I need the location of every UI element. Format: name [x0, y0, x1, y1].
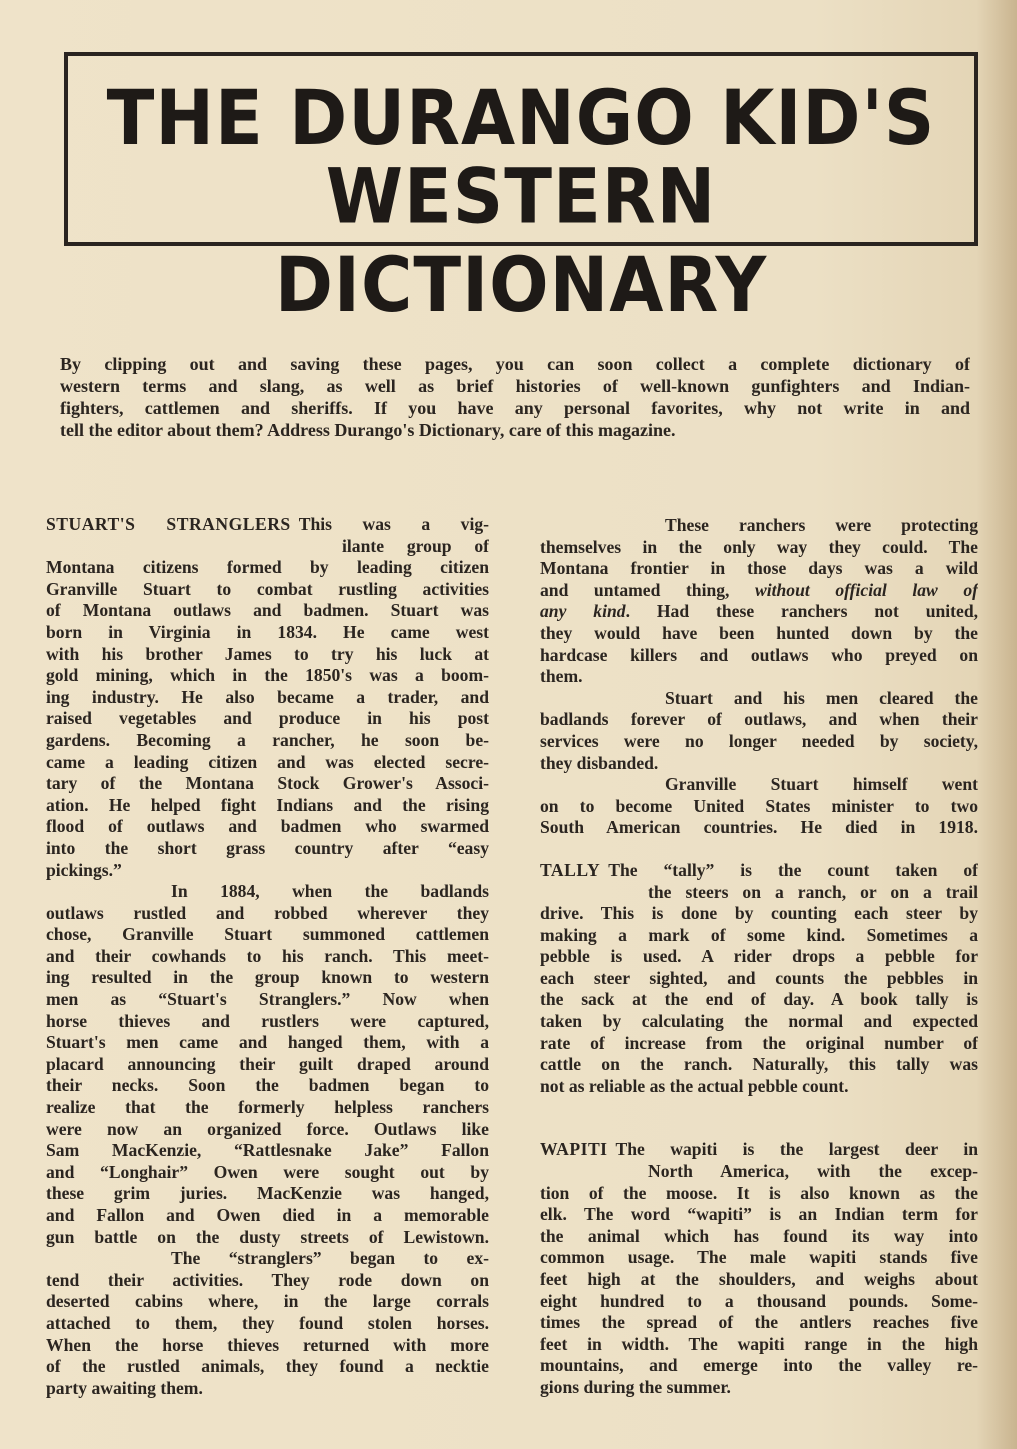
text: ation. He helped fight Indians and the rising [46, 794, 489, 815]
text-line [46, 838, 489, 860]
text: born in Virginia in 1834. He came west [46, 621, 489, 642]
text: their necks. Soon the badmen began to [46, 1075, 489, 1096]
text-line [46, 687, 489, 709]
text: When the horse thieves returned with more [46, 1334, 489, 1355]
text-line [46, 795, 489, 817]
text: pebble is used. A rider drops a pebble for [540, 946, 978, 967]
text: Montana citizens formed by leading citizen [46, 557, 489, 578]
text-line [46, 1378, 489, 1400]
text-line [46, 1270, 489, 1292]
text: The “tally” is the count taken of [608, 859, 978, 880]
text-line [46, 1054, 489, 1076]
text: Stuart and his men cleared the [665, 687, 978, 708]
text-line [540, 1054, 978, 1076]
text: eight hundred to a thousand pounds. Some- [540, 1290, 978, 1311]
text-line [46, 665, 489, 687]
text: the animal which has found its way into [540, 1225, 978, 1246]
text-line [540, 688, 978, 710]
text: these grim juries. MacKenzie was hanged, [46, 1183, 489, 1204]
text: feet in width. The wapiti range in the high [540, 1333, 978, 1354]
text: deserted cabins where, in the large corrals [46, 1291, 489, 1312]
text: chose, Granville Stuart summoned cattlemen [46, 924, 489, 945]
text: not as reliable as the actual pebble count. [540, 1075, 849, 1096]
text-line [540, 1226, 978, 1248]
intro-line: tell the editor about them? Address Durango's Dictionary, care of this magazine. [60, 420, 676, 440]
text: and “Longhair” Owen were sought out by [46, 1161, 489, 1182]
text: North America, with the excep- [648, 1161, 978, 1182]
text: mountains, and emerge into the valley re- [540, 1355, 978, 1376]
right-column [540, 515, 978, 1399]
spacer [540, 1097, 978, 1118]
text: were now an organized force. Outlaws like [46, 1118, 489, 1139]
text-line [540, 903, 978, 925]
text-line [540, 989, 978, 1011]
italic-text: any kind [540, 601, 626, 622]
text: realize that the formerly helpless ranchers [46, 1097, 489, 1118]
text-line [540, 1247, 978, 1269]
text-line [46, 816, 489, 838]
text-line [540, 1377, 978, 1399]
text-line [46, 752, 489, 774]
text-line [540, 558, 978, 580]
entry-headword: STUART'S STRANGLERS [46, 514, 291, 534]
text-line [540, 925, 978, 947]
text-line [46, 1075, 489, 1097]
text: tend their activities. They rode down on [46, 1269, 489, 1290]
text-line [540, 1334, 978, 1356]
text-line [46, 967, 489, 989]
text: ing resulted in the group known to western [46, 967, 489, 988]
intro-line: western terms and slang, as well as brief histories of well-known gunfighters and Indian- [60, 376, 970, 396]
intro-paragraph [60, 353, 970, 441]
text: These ranchers were protecting [665, 515, 978, 535]
text: themselves in the only way they could. The [540, 536, 978, 557]
text-line [540, 1033, 978, 1055]
text-line [540, 1355, 978, 1377]
text-line [46, 644, 489, 666]
text: horse thieves and rustlers were captured, [46, 1010, 489, 1031]
title-line-1: THE DURANGO KID'S [106, 73, 936, 163]
text-line [46, 946, 489, 968]
text-line [46, 600, 489, 622]
text: Granville Stuart to combat rustling activities [46, 578, 489, 599]
text: of the rustled animals, they found a necktie [46, 1356, 489, 1377]
text: Montana frontier in those days was a wild [540, 558, 978, 579]
text: and their cowhands to his ranch. This meet- [46, 945, 489, 966]
text: on to become United States minister to two [540, 795, 978, 816]
text: Granville Stuart himself went [665, 774, 978, 795]
intro-line: By clipping out and saving these pages, you can soon collect a complete dictionary of [60, 354, 970, 374]
text-line [46, 1183, 489, 1205]
text: each steer sighted, and counts the pebbles in [540, 967, 978, 988]
text-line [540, 645, 978, 667]
text: The wapiti is the largest deer in [615, 1139, 978, 1160]
text: gun battle on the dusty streets of Lewistown. [46, 1226, 489, 1247]
text-line [540, 537, 978, 559]
text: and untamed thing, [540, 579, 756, 600]
text: flood of outlaws and badmen who swarmed [46, 816, 489, 837]
text-line [46, 1291, 489, 1313]
text: the sack at the end of day. A book tally is [540, 989, 978, 1010]
text-line [46, 1227, 489, 1249]
text-line [540, 1312, 978, 1334]
text: hardcase killers and outlaws who preyed on [540, 644, 978, 665]
text-line [46, 1248, 489, 1270]
text: times the spread of the antlers reaches five [540, 1312, 978, 1333]
text-line [540, 1011, 978, 1033]
text-line [540, 946, 978, 968]
text: In 1884, when the badlands [171, 881, 489, 902]
text-line [46, 557, 489, 579]
text: placard announcing their guilt draped around [46, 1053, 489, 1074]
text-line [540, 1076, 978, 1098]
text: . Had these ranchers not united, [625, 601, 978, 622]
text: ilante group of [342, 535, 489, 556]
text-line [46, 1335, 489, 1357]
text-line [540, 580, 978, 602]
text-line [46, 1140, 489, 1162]
text-line [540, 796, 978, 818]
text: drive. This is done by counting each steer by [540, 903, 978, 924]
text-line [46, 989, 489, 1011]
text: tary of the Montana Stock Grower's Associ- [46, 773, 489, 794]
text-line [540, 601, 978, 623]
text: with his brother James to try his luck at [46, 643, 489, 664]
text-line [46, 924, 489, 946]
text: rate of increase from the original number of [540, 1032, 978, 1053]
left-column [46, 514, 489, 1399]
text: feet high at the shoulders, and weighs about [540, 1269, 978, 1289]
text-line [46, 903, 489, 925]
text-line [46, 730, 489, 752]
text-line [540, 968, 978, 990]
text: and Fallon and Owen died in a memorable [46, 1205, 489, 1225]
text-line [540, 774, 978, 796]
text: Sam MacKenzie, “Rattlesnake Jake” Fallon [46, 1140, 489, 1161]
text: outlaws rustled and robbed wherever they [46, 902, 489, 923]
text-line [540, 515, 978, 537]
text-line [46, 1313, 489, 1335]
text: of Montana outlaws and badmen. Stuart was [46, 600, 489, 621]
title-line-2: WESTERN DICTIONARY [274, 152, 768, 330]
text: gions during the summer. [540, 1376, 731, 1397]
text: services were no longer needed by society, [540, 730, 978, 751]
text: This was a vig- [298, 514, 489, 534]
text-line [46, 860, 489, 882]
title-box [64, 52, 978, 330]
entry-headword-line [540, 860, 978, 882]
text: Stuart's men came and hanged them, with a [46, 1032, 489, 1053]
text: into the short grass country after “easy [46, 837, 489, 858]
text-line [540, 817, 978, 839]
text-line [46, 1011, 489, 1033]
text-line [46, 708, 489, 730]
text-line [46, 773, 489, 795]
text-line [540, 1291, 978, 1313]
text-line [46, 579, 489, 601]
text: them. [540, 666, 583, 687]
text: The “stranglers” began to ex- [171, 1248, 489, 1269]
spacer [540, 839, 978, 860]
text-line [540, 709, 978, 731]
entry-headword: TALLY [540, 859, 601, 880]
text: pickings.” [46, 859, 122, 880]
entry-headword-line [46, 514, 489, 536]
text: South American countries. He died in 1918. [540, 817, 978, 838]
text: common usage. The male wapiti stands five [540, 1247, 978, 1268]
text-line [46, 1356, 489, 1378]
text-line [540, 1269, 978, 1291]
text: men as “Stuart's Stranglers.” Now when [46, 989, 489, 1010]
text-line [540, 882, 978, 904]
text: tion of the moose. It is also known as the [540, 1182, 978, 1203]
spacer [540, 1118, 978, 1139]
text: came a leading citizen and was elected secre- [46, 751, 489, 772]
text-line [46, 1205, 489, 1227]
text-line [540, 1161, 978, 1183]
text: gold mining, which in the 1850's was a boom- [46, 665, 489, 686]
text: badlands forever of outlaws, and when their [540, 709, 978, 730]
text-line [540, 753, 978, 775]
text-line [46, 536, 489, 558]
text: gardens. Becoming a rancher, he soon be- [46, 729, 489, 750]
entry-headword: WAPITI [540, 1139, 608, 1160]
text: party awaiting them. [46, 1377, 203, 1398]
text-line [540, 731, 978, 753]
text-line [540, 623, 978, 645]
text: taken by calculating the normal and expected [540, 1011, 978, 1032]
text: making a mark of some kind. Sometimes a [540, 924, 978, 945]
entry-headword-line [540, 1139, 978, 1161]
text: cattle on the ranch. Naturally, this tally was [540, 1054, 978, 1075]
text: raised vegetables and produce in his post [46, 708, 489, 729]
text: they would have been hunted down by the [540, 622, 978, 643]
text-line [46, 1097, 489, 1119]
italic-text: without official law of [755, 579, 978, 600]
text-line [46, 1162, 489, 1184]
text-line [46, 1032, 489, 1054]
text: ing industry. He also became a trader, and [46, 686, 489, 707]
intro-line: fighters, cattlemen and sheriffs. If you have any personal favorites, why not write in and [60, 398, 970, 418]
text: attached to them, they found stolen horses. [46, 1312, 489, 1333]
text-line [46, 1119, 489, 1141]
text: they disbanded. [540, 752, 659, 773]
text-line [46, 622, 489, 644]
text-line [540, 1204, 978, 1226]
text-line [540, 1183, 978, 1205]
text: the steers on a ranch, or on a trail [648, 881, 978, 902]
text: elk. The word “wapiti” is an Indian term for [540, 1204, 978, 1225]
text-line [540, 666, 978, 688]
text-line [46, 881, 489, 903]
